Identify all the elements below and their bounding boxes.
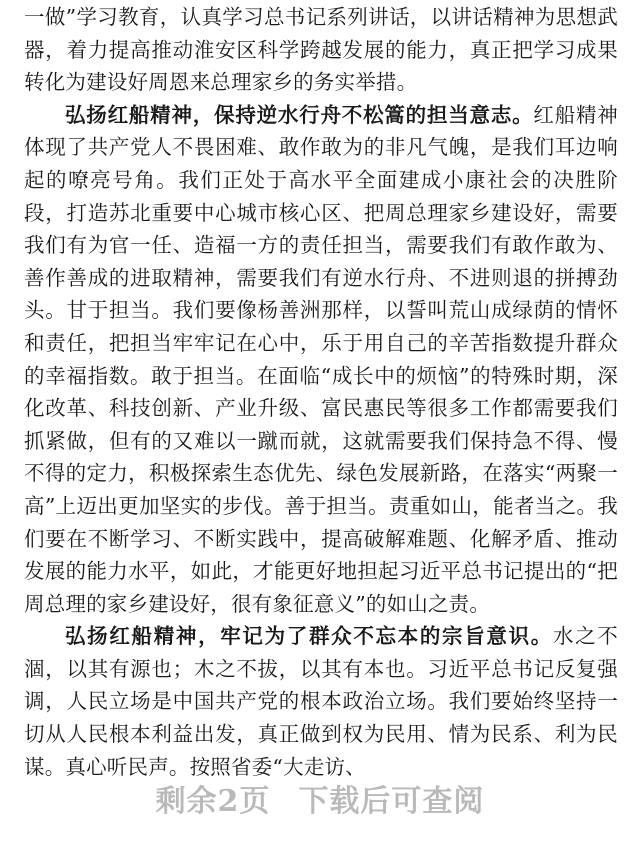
- paragraph-responsibility-text: 红船精神体现了共产党人不畏困难、敢作敢为的非凡气魄，是我们耳边响起的嘹亮号角。我们正处于高水平全面建成小康社会的决胜阶段，打造苏北重要中心城市核心区、把周总理家乡建设好，需要我们有为官一任、造福一方的责任担当，需要我们有敢作敢为、善作善成的进取精神，需要我们有逆水行舟、不进则退的拼搏劲头。甘于担当。我们要像杨善洲那样，以誓叫荒山成绿荫的情怀和责任，把担当牢牢记在心中，乐于用自己的辛苦指数提升群众的幸福指数。敢于担当。在面临“成长中的烦恼”的特殊时期，深化改革、科技创新、产业升级、富民惠民等很多工作都需要我们抓紧做，但有的又难以一蹴而就，这就需要我们保持急不得、慢不得的定力，积极探索生态优先、绿色发展新路，在落实“两聚一高”上迈出更加坚实的步伐。善于担当。责重如山，能者当之。我们要在不断学习、不断实践中，提高破解难题、化解矛盾、推动发展的能力水平，如此，才能更好地担起习近平总书记提出的“把周总理的家乡建设好，很有象征意义”的如山之责。: [24, 102, 618, 616]
- paragraph-intro-text: 一做”学习教育，认真学习总书记系列讲话，以讲话精神为思想武器，着力提高推动淮安区科学跨越发展的能力，真正把学习成果转化为建设好周恩来总理家乡的务实举措。: [24, 5, 618, 95]
- paragraph-responsibility-heading: 弘扬红船精神，保持逆水行舟不松篙的担当意志。: [65, 102, 534, 127]
- download-to-view-link[interactable]: 下载后可查阅: [298, 784, 485, 819]
- document-body: [24, 0, 618, 783]
- paragraph-people: [24, 620, 618, 783]
- paragraph-responsibility: [24, 99, 618, 621]
- paragraph-intro: [24, 1, 618, 99]
- remaining-pages-banner[interactable]: [0, 776, 640, 820]
- remaining-pages-text: 剩余2页: [155, 784, 271, 819]
- paragraph-people-heading: 弘扬红船精神，牢记为了群众不忘本的宗旨意识。: [65, 624, 553, 649]
- paragraph-people-text: 水之不涸，以其有源也；木之不拔，以其有本也。习近平总书记反复强调，人民立场是中国共产党的根本政治立场。我们要始终坚持一切从人民根本利益出发，真正做到权为民用、情为民系、利为民谋。真心听民声。按照省委“大走访、: [24, 624, 618, 779]
